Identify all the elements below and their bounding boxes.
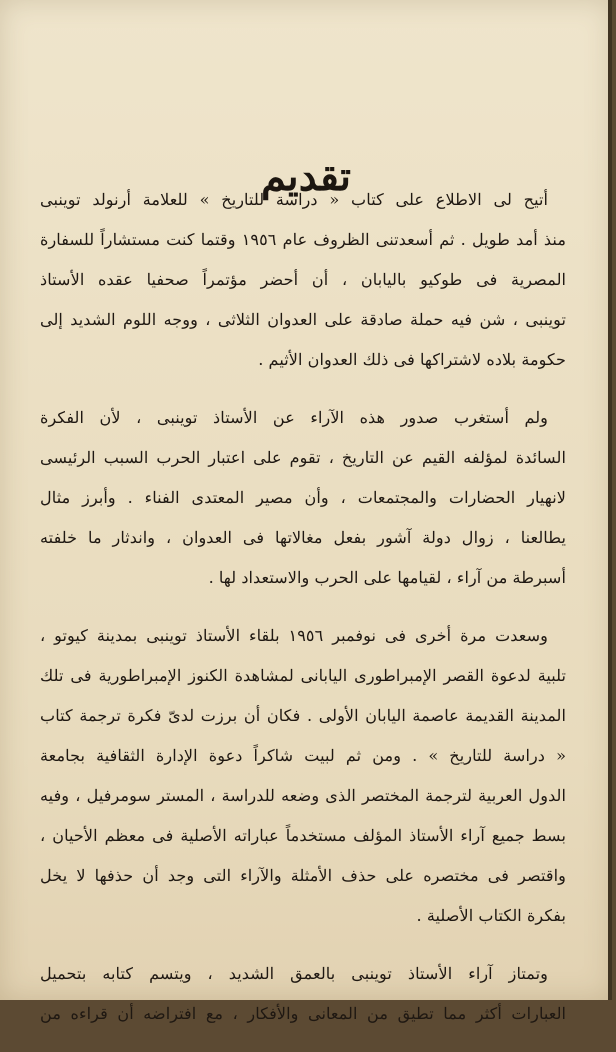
text-line: حكومة بلاده لاشتراكها فى ذلك العدوان الأثيم . xyxy=(258,350,566,369)
body-text xyxy=(40,180,566,1052)
text-line: « دراسة للتاريخ » . ومن ثم لبيت شاكراً دعوة الإدارة الثقافية بجامعة xyxy=(40,746,566,765)
text-line: بسط جميع آراء الأستاذ المؤلف مستخدماً عباراته الأصلية فى معظم الأحيان ، xyxy=(40,826,566,845)
text-line: واقتصر فى مختصره على حذف الأمثلة والآراء التى وجد أن حذفها لا يخل xyxy=(40,866,566,885)
text-line: بفكرة الكتاب الأصلية . xyxy=(416,906,566,925)
paragraph-3 xyxy=(40,616,566,936)
text-line: يطالعنا ، زوال دولة آشور بفعل مغالاتها فى العدوان ، واندثار ما خلفته xyxy=(40,528,566,547)
text-line: أتيح لى الاطلاع على كتاب « دراسة للتاريخ » للعلامة أرنولد توينبى xyxy=(40,190,548,209)
paragraph-1 xyxy=(40,180,566,380)
text-line: لانهيار الحضارات والمجتمعات ، وأن مصير المعتدى الفناء . وأبرز مثال xyxy=(40,488,566,507)
page-edge xyxy=(608,0,612,1000)
text-line: منذ أمد طويل . ثم أسعدتنى الظروف عام ١٩٥٦ وقتما كنت مستشاراً للسفارة xyxy=(40,230,566,249)
text-line: الدول العربية لترجمة المختصر الذى وضعه للدراسة ، المستر سومرفيل ، وفيه xyxy=(40,786,566,805)
text-line: المصرية فى طوكيو باليابان ، أن أحضر مؤتمراً صحفيا عقده الأستاذ xyxy=(40,270,566,289)
text-line: المدينة القديمة عاصمة اليابان الأولى . فكان أن برزت لدىّ فكرة ترجمة كتاب xyxy=(40,706,566,725)
text-line: ولم أستغرب صدور هذه الآراء عن الأستاذ توينبى ، لأن الفكرة xyxy=(40,408,548,427)
paragraph-2 xyxy=(40,398,566,598)
text-line: أسبرطة من آراء ، لقيامها على الحرب والاستعداد لها . xyxy=(208,568,566,587)
text-line: توينبى ، شن فيه حملة صادقة على العدوان الثلاثى ، ووجه اللوم الشديد إلى xyxy=(40,310,566,329)
text-line: وسعدت مرة أخرى فى نوفمبر ١٩٥٦ بلقاء الأستاذ توينبى بمدينة كيوتو ، xyxy=(40,626,548,645)
text-line: السائدة لمؤلفه القيم عن التاريخ ، تقوم على اعتبار الحرب السبب الرئيسى xyxy=(40,448,566,467)
page-title: تقديم xyxy=(260,152,352,200)
text-line: وتمتاز آراء الأستاذ توينبى بالعمق الشديد ، ويتسم كتابه بتحميل xyxy=(40,964,548,983)
paragraph-4 xyxy=(40,954,566,1034)
text-line: تلبية لدعوة القصر الإمبراطورى اليابانى لمشاهدة الكنوز الإمبراطورية فى تلك xyxy=(40,666,566,685)
text-line: العبارات أكثر مما تطيق من المعانى والأفكار ، مع افتراضه أن قراءه من xyxy=(40,1004,566,1023)
